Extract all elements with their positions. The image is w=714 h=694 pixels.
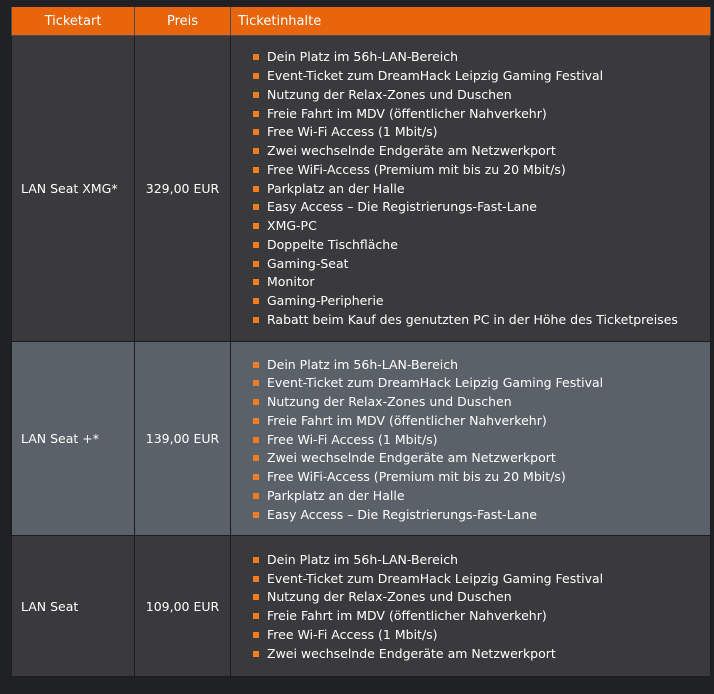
feature-text: Doppelte Tischfläche (267, 236, 398, 252)
square-bullet-icon (253, 651, 259, 657)
list-item (253, 142, 710, 161)
ticket-price-cell: 329,00 EUR (135, 36, 231, 342)
ticket-type-cell: LAN Seat XMG* (12, 36, 135, 342)
square-bullet-icon (253, 613, 259, 619)
ticket-table-body (12, 36, 711, 677)
square-bullet-icon (253, 261, 259, 267)
list-item (253, 161, 710, 180)
feature-text: Nutzung der Relax-Zones und Duschen (267, 394, 512, 410)
list-item (253, 412, 710, 431)
square-bullet-icon (253, 129, 259, 135)
ticket-contents-cell (231, 342, 711, 536)
list-item (253, 506, 710, 525)
square-bullet-icon (253, 167, 259, 173)
list-item (253, 487, 710, 506)
feature-text: Event-Ticket zum DreamHack Leipzig Gaming Festival (267, 68, 604, 84)
square-bullet-icon (253, 54, 259, 60)
feature-text: Free WiFi-Access (Premium mit bis zu 20 Mbit/s) (267, 161, 566, 177)
feature-text: Nutzung der Relax-Zones und Duschen (267, 589, 512, 605)
square-bullet-icon (253, 279, 259, 285)
feature-text: Gaming-Seat (267, 255, 349, 271)
column-header-price: Preis (135, 7, 231, 36)
square-bullet-icon (253, 594, 259, 600)
list-item (253, 551, 710, 570)
column-header-ticket-contents: Ticketinhalte (231, 7, 711, 36)
list-item (253, 105, 710, 124)
feature-list (231, 47, 710, 329)
feature-text: Parkplatz an der Halle (267, 487, 405, 503)
feature-text: Monitor (267, 274, 315, 290)
list-item (253, 607, 710, 626)
list-item (253, 626, 710, 645)
square-bullet-icon (253, 399, 259, 405)
feature-text: Nutzung der Relax-Zones und Duschen (267, 86, 512, 102)
feature-list (231, 353, 710, 525)
list-item (253, 393, 710, 412)
square-bullet-icon (253, 186, 259, 192)
feature-text: Easy Access – Die Registrierungs-Fast-Lane (267, 199, 537, 215)
list-item (253, 198, 710, 217)
feature-text: Zwei wechselnde Endgeräte am Netzwerkport (267, 143, 556, 159)
square-bullet-icon (253, 148, 259, 154)
feature-text: XMG-PC (267, 218, 317, 234)
list-item (253, 255, 710, 274)
table-row (12, 342, 711, 536)
square-bullet-icon (253, 418, 259, 424)
list-item (253, 236, 710, 255)
list-item (253, 217, 710, 236)
ticket-price-cell: 109,00 EUR (135, 536, 231, 677)
square-bullet-icon (253, 474, 259, 480)
feature-text: Parkplatz an der Halle (267, 180, 405, 196)
square-bullet-icon (253, 576, 259, 582)
list-item (253, 645, 710, 664)
table-header-row (12, 7, 711, 36)
ticket-type-cell: LAN Seat +* (12, 342, 135, 536)
list-item (253, 431, 710, 450)
table-row (12, 536, 711, 677)
feature-text: Freie Fahrt im MDV (öffentlicher Nahverkehr) (267, 105, 547, 121)
feature-text: Event-Ticket zum DreamHack Leipzig Gaming Festival (267, 570, 604, 586)
square-bullet-icon (253, 557, 259, 563)
list-item (253, 123, 710, 142)
feature-text: Zwei wechselnde Endgeräte am Netzwerkport (267, 450, 556, 466)
feature-text: Dein Platz im 56h-LAN-Bereich (267, 49, 459, 65)
feature-text: Free Wi-Fi Access (1 Mbit/s) (267, 124, 438, 140)
list-item (253, 273, 710, 292)
feature-text: Gaming-Peripherie (267, 293, 384, 309)
list-item (253, 449, 710, 468)
ticket-contents-cell (231, 536, 711, 677)
column-header-ticket-type: Ticketart (12, 7, 135, 36)
square-bullet-icon (253, 455, 259, 461)
feature-list (231, 549, 710, 664)
square-bullet-icon (253, 317, 259, 323)
square-bullet-icon (253, 632, 259, 638)
feature-text: Dein Platz im 56h-LAN-Bereich (267, 356, 459, 372)
ticket-price-cell: 139,00 EUR (135, 342, 231, 536)
square-bullet-icon (253, 493, 259, 499)
feature-text: Freie Fahrt im MDV (öffentlicher Nahverkehr) (267, 608, 547, 623)
list-item (253, 292, 710, 311)
table-row (12, 36, 711, 342)
square-bullet-icon (253, 362, 259, 368)
list-item (253, 374, 710, 393)
square-bullet-icon (253, 223, 259, 229)
list-item (253, 356, 710, 375)
square-bullet-icon (253, 73, 259, 79)
square-bullet-icon (253, 204, 259, 210)
square-bullet-icon (253, 380, 259, 386)
list-item (253, 86, 710, 105)
feature-text: Free Wi-Fi Access (1 Mbit/s) (267, 431, 438, 447)
square-bullet-icon (253, 437, 259, 443)
list-item (253, 588, 710, 607)
list-item (253, 468, 710, 487)
square-bullet-icon (253, 242, 259, 248)
square-bullet-icon (253, 298, 259, 304)
feature-text: Rabatt beim Kauf des genutzten PC in der Höhe des Ticketpreises (267, 311, 678, 327)
ticket-contents-cell (231, 36, 711, 342)
feature-text: Free Wi-Fi Access (1 Mbit/s) (267, 626, 438, 642)
ticket-type-cell: LAN Seat (12, 536, 135, 677)
square-bullet-icon (253, 512, 259, 518)
list-item (253, 570, 710, 589)
feature-text: Zwei wechselnde Endgeräte am Netzwerkport (267, 645, 556, 661)
feature-text: Free WiFi-Access (Premium mit bis zu 20 Mbit/s) (267, 469, 566, 485)
square-bullet-icon (253, 111, 259, 117)
list-item (253, 48, 710, 67)
list-item (253, 67, 710, 86)
feature-text: Event-Ticket zum DreamHack Leipzig Gaming Festival (267, 375, 604, 391)
feature-text: Freie Fahrt im MDV (öffentlicher Nahverkehr) (267, 412, 547, 428)
ticket-table (11, 7, 711, 677)
list-item (253, 311, 710, 330)
feature-text: Easy Access – Die Registrierungs-Fast-Lane (267, 506, 537, 522)
list-item (253, 180, 710, 199)
feature-text: Dein Platz im 56h-LAN-Bereich (267, 551, 459, 567)
square-bullet-icon (253, 92, 259, 98)
